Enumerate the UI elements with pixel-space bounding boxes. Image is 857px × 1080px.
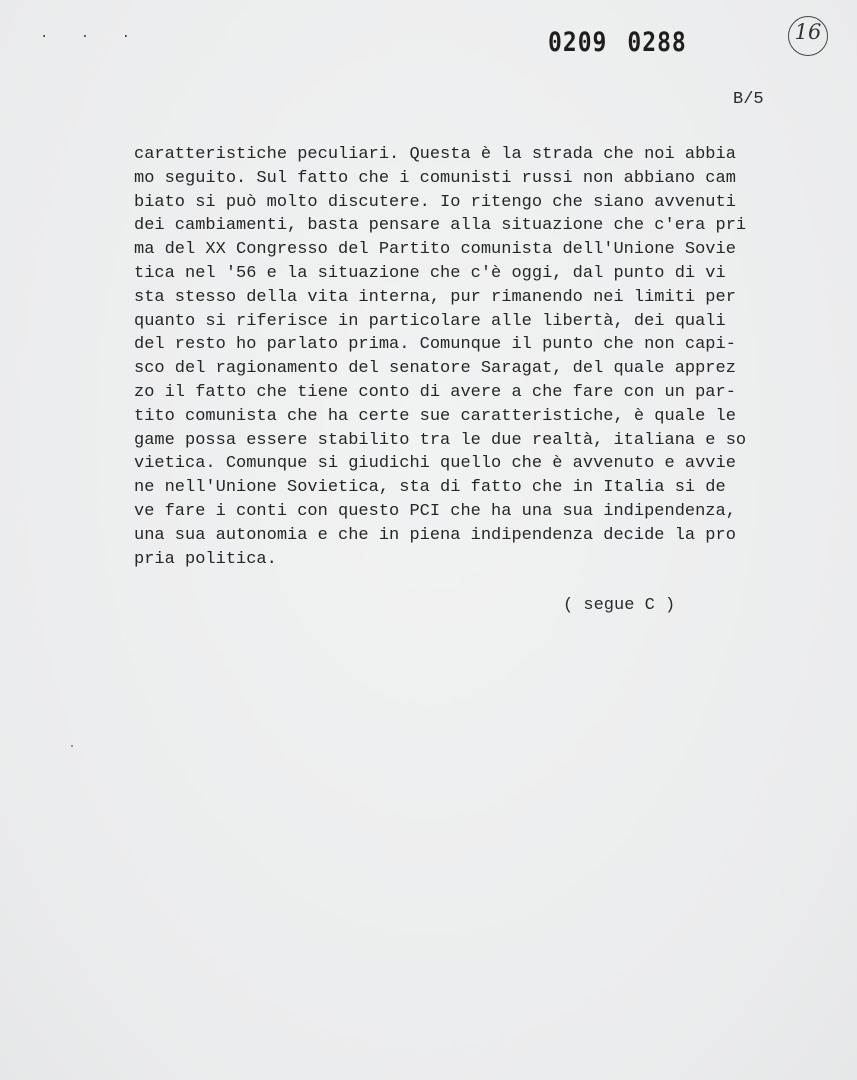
text-line: ne nell'Unione Sovietica, sta di fatto che in Italia si de — [134, 478, 726, 498]
text-line: mo seguito. Sul fatto che i comunisti russi non abbiano cam — [134, 168, 736, 188]
text-line: pria politica. — [134, 549, 277, 569]
page-number-stamp — [788, 16, 828, 56]
typed-body-text — [134, 143, 794, 571]
text-line: tito comunista che ha certe sue caratteristiche, è quale le — [134, 406, 736, 426]
text-line: game possa essere stabilito tra le due realtà, italiana e so — [134, 430, 747, 450]
text-line: quanto si riferisce in particolare alle libertà, dei quali — [134, 311, 726, 331]
text-line: una sua autonomia e che in piena indipendenza decide la pro — [134, 525, 736, 545]
text-line: sco del ragionamento del senatore Saragat, del quale apprez — [134, 359, 736, 379]
text-line: sta stesso della vita interna, pur rimanendo nei limiti per — [134, 287, 736, 307]
text-line: biato si può molto discutere. Io ritengo che siano avvenuti — [134, 192, 736, 212]
paper-speck — [71, 745, 73, 747]
text-line: ma del XX Congresso del Partito comunista dell'Unione Sovie — [134, 240, 736, 260]
archive-number-second: 0288 — [627, 28, 687, 58]
archive-number-first: 0209 — [548, 28, 608, 58]
text-line: ve fare i conti con questo PCI che ha una sua indipendenza, — [134, 501, 736, 521]
text-line: vietica. Comunque si giudichi quello che è avvenuto e avvie — [134, 454, 736, 474]
text-line: del resto ho parlato prima. Comunque il punto che non capi- — [134, 335, 736, 355]
archive-numbers — [548, 28, 707, 58]
stamp-number: 16 — [794, 20, 822, 44]
text-line: caratteristiche peculiari. Questa è la strada che noi abbia — [134, 145, 736, 164]
text-line: dei cambiamenti, basta pensare alla situazione che c'era pri — [134, 216, 747, 236]
page-reference: B/5 — [733, 90, 764, 109]
continuation-note: ( segue C ) — [563, 596, 676, 615]
text-line: tica nel '56 e la situazione che c'è oggi, dal punto di vi — [134, 263, 726, 283]
text-line: zo il fatto che tiene conto di avere a che fare con un par- — [134, 382, 736, 402]
page-specks: . . . — [40, 26, 143, 42]
